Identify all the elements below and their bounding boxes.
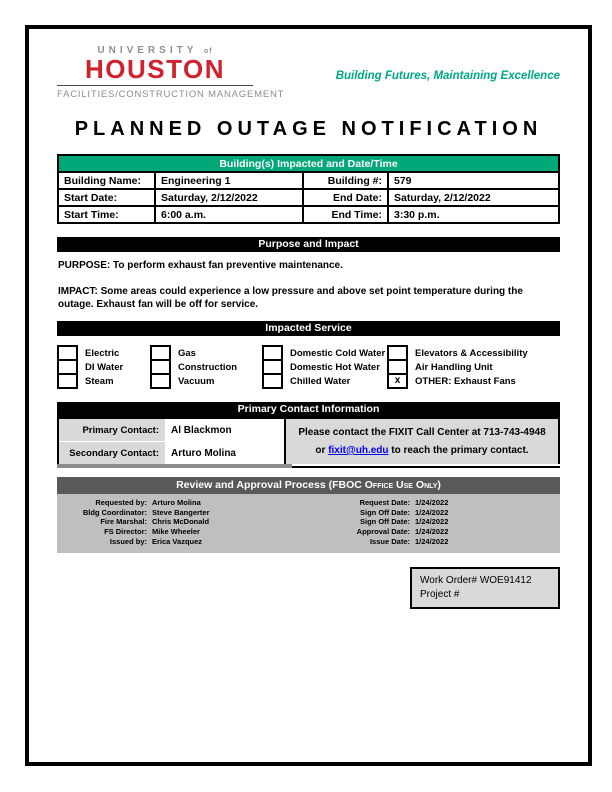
review-section-header (57, 477, 560, 494)
purpose-body (57, 252, 560, 321)
review-row-requested-by (57, 498, 300, 508)
service-column-2 (150, 345, 262, 389)
review-row-approval-date (300, 527, 468, 537)
start-time-value: 6:00 a.m. (155, 206, 303, 223)
service-section (57, 321, 560, 398)
service-checkbox-grid (57, 336, 560, 398)
fs-director-label: FS Director: (104, 527, 147, 537)
building-table-header-row (58, 155, 559, 172)
logo-of-word: of (204, 48, 213, 55)
service-label-electric: Electric (85, 347, 120, 359)
review-left-column (57, 498, 300, 546)
sign-off-date-2-value: 1/24/2022 (415, 517, 449, 527)
checkbox-vacuum[interactable] (150, 373, 171, 389)
purpose-section-header: Purpose and Impact (57, 237, 560, 252)
contact-note-pre: Please contact the FIXIT Call Center at 713-743-4948 or (298, 427, 546, 456)
end-date-label: End Date: (303, 189, 388, 206)
contact-bottom-left-strip (57, 464, 292, 468)
primary-contact-label: Primary Contact: (59, 419, 165, 441)
page-frame (25, 25, 592, 766)
end-time-value: 3:30 p.m. (388, 206, 559, 223)
service-column-1 (57, 345, 150, 389)
review-body (57, 494, 560, 553)
service-item-steam (57, 373, 150, 389)
issued-by-value: Erica Vazquez (152, 536, 203, 546)
sign-off-date-1-label: Sign Off Date: (360, 507, 410, 517)
logo-houston-text: HOUSTON (57, 56, 253, 86)
start-time-label: Start Time: (58, 206, 155, 223)
service-label-domestic-cold-water: Domestic Cold Water (290, 347, 386, 359)
issue-date-value: 1/24/2022 (415, 536, 449, 546)
contact-section-header: Primary Contact Information (57, 402, 560, 417)
contact-body (57, 417, 560, 464)
service-column-4 (387, 345, 555, 389)
sign-off-date-1-value: 1/24/2022 (415, 507, 449, 517)
review-header-paren: (FBOC Office Use Only) (328, 479, 441, 492)
contact-bottom-right-strip (292, 464, 560, 468)
service-label-elevators: Elevators & Accessibility (415, 347, 528, 359)
contact-bottom-border (57, 464, 560, 468)
review-row-fs-director (57, 527, 300, 537)
work-order-box (410, 567, 560, 609)
bldg-coordinator-value: Steve Bangerter (152, 507, 210, 517)
primary-contact-value: Al Blackmon (165, 419, 286, 442)
review-row-sign-off-date-2 (300, 517, 468, 527)
service-label-domestic-hot-water: Domestic Hot Water (290, 361, 380, 373)
service-column-3 (262, 345, 387, 389)
service-item-other (387, 373, 555, 389)
service-label-chilled-water: Chilled Water (290, 375, 351, 387)
impact-text: IMPACT: Some areas could experience a low pressure and above set point temperature during the outage. Exhaust fan will be off for service. (58, 286, 523, 311)
review-row-fire-marshal (57, 517, 300, 527)
service-label-gas: Gas (178, 347, 196, 359)
contact-note (286, 419, 558, 464)
purpose-text: PURPOSE: To perform exhaust fan preventive maintenance. (58, 260, 343, 272)
request-date-value: 1/24/2022 (415, 498, 449, 508)
fs-director-value: Mike Wheeler (152, 527, 200, 537)
service-label-air-handling-unit: Air Handling Unit (415, 361, 493, 373)
uh-logo (57, 45, 285, 101)
tagline: Building Futures, Maintaining Excellence (335, 69, 560, 82)
contact-section (57, 402, 560, 468)
service-label-steam: Steam (85, 375, 114, 387)
logo-university-word: UNIVERSITY (97, 45, 198, 56)
service-section-header: Impacted Service (57, 321, 560, 336)
start-date-value: Saturday, 2/12/2022 (155, 189, 303, 206)
issued-by-label: Issued by: (109, 536, 147, 546)
secondary-contact-value: Arturo Molina (165, 442, 286, 465)
review-section (57, 477, 560, 553)
building-name-row (58, 172, 559, 189)
service-label-di-water: DI Water (85, 361, 124, 373)
checkbox-other[interactable]: x (387, 373, 408, 389)
requested-by-value: Arturo Molina (152, 498, 201, 508)
building-section-header: Building(s) Impacted and Date/Time (58, 155, 559, 172)
building-name-label: Building Name: (58, 172, 155, 189)
review-right-column (300, 498, 560, 546)
service-label-other: OTHER: Exhaust Fans (415, 375, 516, 387)
review-row-issued-by (57, 537, 300, 547)
project-number: Project # (420, 589, 460, 601)
service-label-vacuum: Vacuum (178, 375, 215, 387)
start-date-label: Start Date: (58, 189, 155, 206)
service-item-vacuum (150, 373, 262, 389)
fire-marshal-value: Chris McDonald (152, 517, 210, 527)
service-label-construction: Construction (178, 361, 238, 373)
approval-date-value: 1/24/2022 (415, 527, 449, 537)
fire-marshal-label: Fire Marshal: (100, 517, 147, 527)
review-row-bldg-coordinator (57, 508, 300, 518)
requested-by-label: Requested by: (95, 498, 147, 508)
review-row-issue-date (300, 537, 468, 547)
sign-off-date-2-label: Sign Off Date: (360, 517, 410, 527)
fixit-email-link[interactable]: fixit@uh.edu (328, 444, 389, 456)
bldg-coordinator-label: Bldg Coordinator: (82, 507, 147, 517)
building-number-label: Building #: (303, 172, 388, 189)
approval-date-label: Approval Date: (356, 527, 410, 537)
issue-date-label: Issue Date: (369, 536, 410, 546)
contact-note-post: to reach the primary contact. (388, 444, 529, 456)
review-row-request-date (300, 498, 468, 508)
building-table (57, 154, 560, 224)
page-title: PLANNED OUTAGE NOTIFICATION (74, 118, 543, 141)
building-name-value: Engineering 1 (155, 172, 303, 189)
review-row-sign-off-date-1 (300, 508, 468, 518)
date-row (58, 189, 559, 206)
logo-department-text: FACILITIES/CONSTRUCTION MANAGEMENT (57, 89, 285, 101)
checkbox-chilled-water[interactable] (262, 373, 283, 389)
service-item-chilled-water (262, 373, 387, 389)
review-header-main: Review and Approval Process (176, 479, 329, 492)
time-row (58, 206, 559, 223)
work-order-number: Work Order# WOE91412 (420, 575, 532, 587)
secondary-contact-label: Secondary Contact: (59, 442, 165, 464)
end-date-value: Saturday, 2/12/2022 (388, 189, 559, 206)
header-row (57, 45, 560, 100)
end-time-label: End Time: (303, 206, 388, 223)
purpose-section (57, 237, 560, 321)
checkbox-steam[interactable] (57, 373, 78, 389)
building-number-value: 579 (388, 172, 559, 189)
request-date-label: Request Date: (359, 498, 410, 508)
